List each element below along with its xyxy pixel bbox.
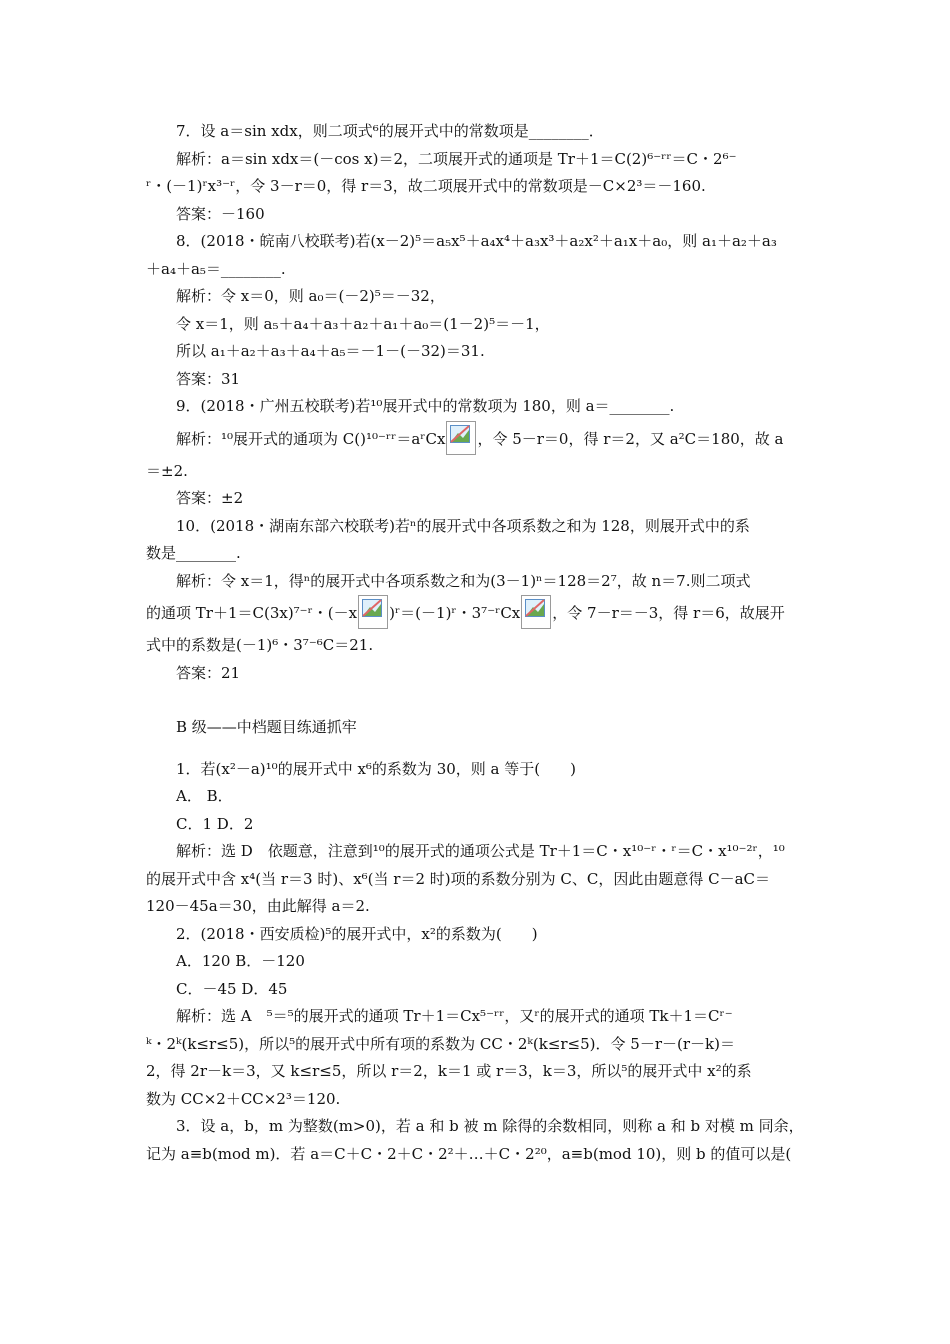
text-line: 答案：31 <box>176 369 241 388</box>
text-line: 1．若(x²－a)¹⁰的展开式中 x⁶的系数为 30，则 a 等于( ) <box>176 759 576 778</box>
broken-image-icon <box>446 421 476 455</box>
q9-analysis-line <box>146 421 810 458</box>
text-line: A．120 B．－120 <box>176 952 305 970</box>
q10-general-text-2: )ʳ＝(－1)ʳ・3⁷⁻ʳCx <box>389 604 521 622</box>
text-line: 8．(2018・皖南八校联考)若(x－2)⁵＝a₅x⁵＋a₄x⁴＋a₃x³＋a₂x²＋a₁x＋a₀，则 a₁＋a₂＋a₃ <box>176 232 777 250</box>
text-line: 解析：令 x＝0，则 a₀＝(－2)⁵＝－32， <box>176 287 445 305</box>
text-line: 令 x＝1，则 a₅＋a₄＋a₃＋a₂＋a₁＋a₀＝(1－2)⁵＝－1， <box>176 314 550 333</box>
text-line: 2，得 2r－k＝3，又 k≤r≤5，所以 r＝2，k＝1 或 r＝3，k＝3，所以⁵的展开式中 x²的系 <box>146 1062 752 1080</box>
questions-7-9 <box>146 118 810 421</box>
section-b-questions <box>146 756 810 1169</box>
text-line: 9．(2018・广州五校联考)若¹⁰展开式中的常数项为 180，则 a＝________. <box>176 397 675 415</box>
text-line: ʳ・(－1)ʳx³⁻ʳ，令 3－r＝0，得 r＝3，故二项展开式中的常数项是－C×2³＝－160. <box>146 177 706 195</box>
text-line: 数是________. <box>146 544 241 562</box>
text-line: 记为 a≡b(mod m)．若 a＝C＋C・2＋C・2²＋…＋C・2²⁰，a≡b(mod 10)，则 b 的值可以是( <box>146 1144 792 1163</box>
q10-general-text-1: 的通项 Tr＋1＝C(3x)⁷⁻ʳ・(－x <box>146 604 358 622</box>
text-line: 数为 CC×2＋CC×2³＝120. <box>146 1089 341 1108</box>
q10-general-term-line <box>146 595 810 632</box>
text-line: 解析：令 x＝1，得ⁿ的展开式中各项系数之和为(3－1)ⁿ＝128＝2⁷，故 n＝7.则二项式 <box>176 571 751 590</box>
section-b-title: B 级——中档题目练通抓牢 <box>176 718 357 736</box>
text-line: 答案：－160 <box>176 204 265 223</box>
q9-analysis-text-1: 解析：¹⁰展开式的通项为 C()¹⁰⁻ʳʳ＝aʳCx <box>176 429 446 448</box>
text-line: 解析：选 D 依题意，注意到¹⁰的展开式的通项公式是 Tr＋1＝C・x¹⁰⁻ʳ・ʳ＝C・x¹⁰⁻²ʳ，¹⁰ <box>176 842 785 860</box>
broken-image-icon <box>358 595 388 629</box>
questions-9-10 <box>146 458 810 596</box>
text-line: 7．设 a＝sin xdx，则二项式⁶的展开式中的常数项是________． <box>176 122 604 140</box>
text-line: 解析：选 A ⁵＝⁵的展开式的通项 Tr＋1＝Cx⁵⁻ʳʳ，又ʳ的展开式的通项 Tk＋1＝Cʳ⁻ <box>176 1007 733 1025</box>
text-line: ＝±2. <box>146 461 188 480</box>
text-line: 答案：21 <box>176 663 241 682</box>
text-line: 10．(2018・湖南东部六校联考)若ⁿ的展开式中各项系数之和为 128，则展开式中的系 <box>176 516 750 535</box>
text-line: 答案：±2 <box>176 489 244 507</box>
document-page <box>146 118 810 1168</box>
text-line: 3．设 a，b，m 为整数(m>0)，若 a 和 b 被 m 除得的余数相同，则称 a 和 b 对模 m 同余， <box>176 1117 804 1135</box>
spacer <box>146 742 810 756</box>
text-line: C．－45 D．45 <box>176 979 288 998</box>
text-line: 120－45a＝30，由此解得 a＝2. <box>146 897 370 915</box>
text-line: ᵏ・2ᵏ(k≤r≤5)，所以⁵的展开式中所有项的系数为 CC・2ᵏ(k≤r≤5)．令 5－r－(r－k)＝ <box>146 1034 735 1053</box>
text-line: ＋a₄＋a₅＝________. <box>146 259 286 278</box>
text-line: A． B． <box>176 787 233 805</box>
text-line: 解析：a＝sin xdx＝(－cos x)＝2，二项展开式的通项是 Tr＋1＝C(2)⁶⁻ʳʳ＝C・2⁶⁻ <box>176 149 737 168</box>
broken-image-icon <box>521 595 551 629</box>
spacer <box>146 687 810 714</box>
q10-answer <box>146 632 810 687</box>
q9-analysis-text-2: ，令 5－r＝0，得 r＝2，又 a²C＝180，故 a <box>477 429 784 448</box>
text-line: C．1 D．2 <box>176 814 254 833</box>
text-line: 2．(2018・西安质检)⁵的展开式中，x²的系数为( ) <box>176 924 538 943</box>
text-line: 的展开式中含 x⁴(当 r＝3 时)、x⁶(当 r＝2 时)项的系数分别为 C、C，因此由题意得 C－aC＝ <box>146 869 771 888</box>
q10-general-text-3: ，令 7－r＝－3，得 r＝6，故展开 <box>552 604 785 622</box>
text-line: 式中的系数是(－1)⁶・3⁷⁻⁶C＝21. <box>146 636 374 654</box>
text-line: 所以 a₁＋a₂＋a₃＋a₄＋a₅＝－1－(－32)＝31. <box>176 342 485 360</box>
